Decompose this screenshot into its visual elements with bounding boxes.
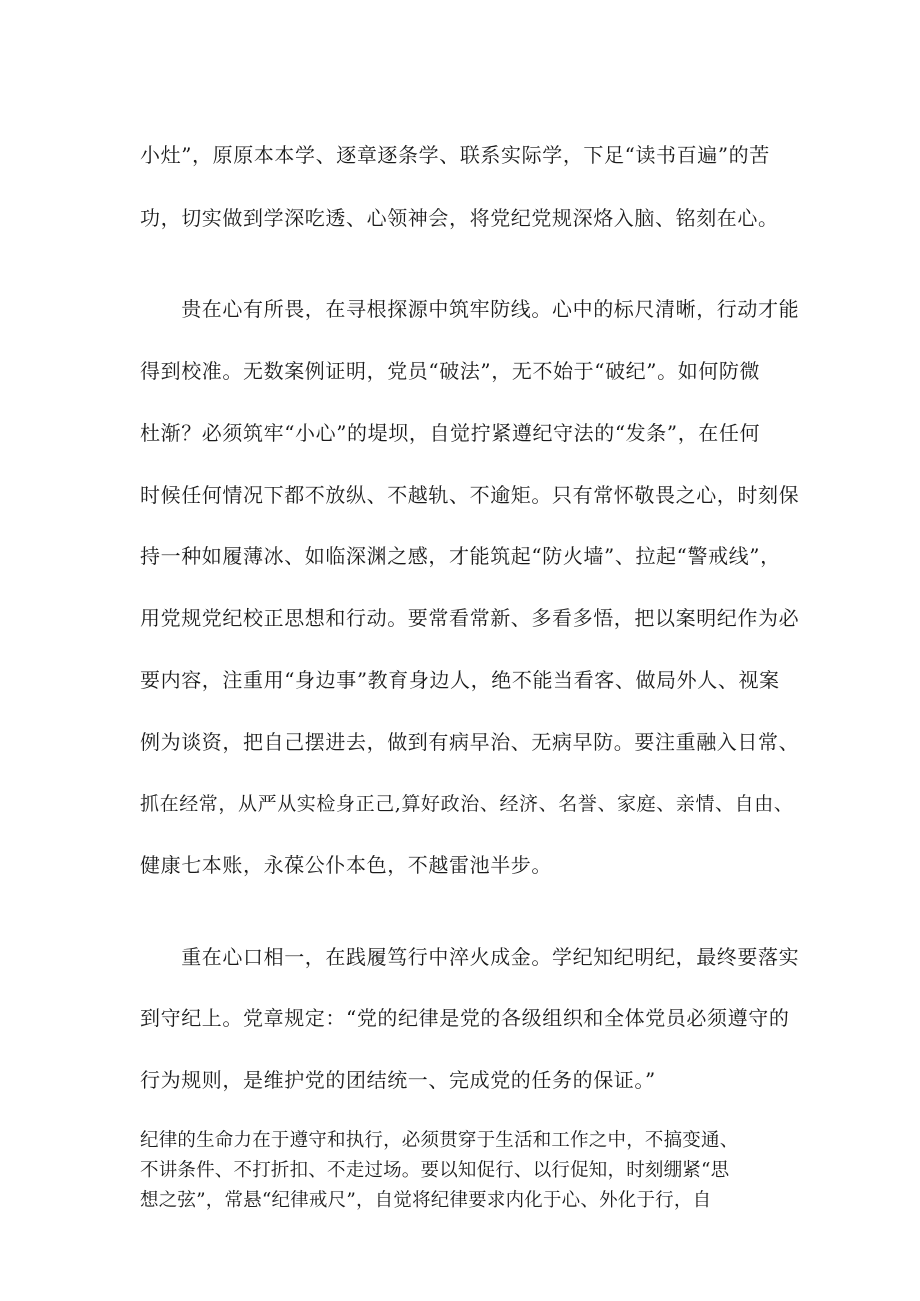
- text-line: 要内容，注重用“身边事”教育身边人，绝不能当看客、做局外人、视案: [140, 668, 780, 692]
- text-line: 到守纪上。党章规定：“党的纪律是党的各级组织和全体党员必须遵守的: [140, 1006, 790, 1030]
- text-line: 功，切实做到学深吃透、心领神会，将党纪党规深烙入脑、铭刻在心。: [140, 206, 779, 230]
- text-line: 不讲条件、不打折扣、不走过场。要以知促行、以行促知，时刻绷紧“思: [140, 1160, 730, 1181]
- text-line: 得到校准。无数案例证明，党员“破法”，无不始于“破纪”。如何防微: [140, 359, 761, 383]
- text-line: 时候任何情况下都不放纵、不越轨、不逾矩。只有常怀敬畏之心，时刻保: [140, 483, 800, 507]
- text-line: 贵在心有所畏，在寻根探源中筑牢防线。心中的标尺清晰，行动才能: [140, 297, 800, 321]
- text-line: 行为规则，是维护党的团结统一、完成党的任务的保证。”: [140, 1068, 656, 1092]
- text-line: 例为谈资，把自己摆进去，做到有病早治、无病早防。要注重融入日常、: [140, 730, 800, 754]
- text-line: 抓在经常，从严从实检身正己,算好政治、经济、名誉、家庭、亲情、自由、: [140, 793, 794, 815]
- text-line: 纪律的生命力在于遵守和执行，必须贯穿于生活和工作之中，不搞变通、: [140, 1130, 739, 1151]
- text-line: 小灶”，原原本本学、逐章逐条学、联系实际学，下足“读书百遍”的苦: [140, 143, 770, 167]
- text-line: 健康七本账，永葆公仆本色，不越雷池半步。: [140, 853, 552, 877]
- text-line: 用党规党纪校正思想和行动。要常看常新、多看多悟，把以案明纪作为必: [140, 606, 800, 630]
- text-line: 持一种如履薄冰、如临深渊之感，才能筑起“防火墙”、拉起“警戒线”，: [140, 544, 781, 568]
- text-line: 想之弦”，常悬“纪律戒尺”，自觉将纪律要求内化于心、外化于行，自: [140, 1190, 712, 1211]
- text-line: 重在心口相一，在践履笃行中淬火成金。学纪知纪明纪，最终要落实: [140, 945, 800, 969]
- text-line: 杜渐？必须筑牢“小心”的堤坝，自觉拧紧遵纪守法的“发条”，在任何: [140, 421, 761, 445]
